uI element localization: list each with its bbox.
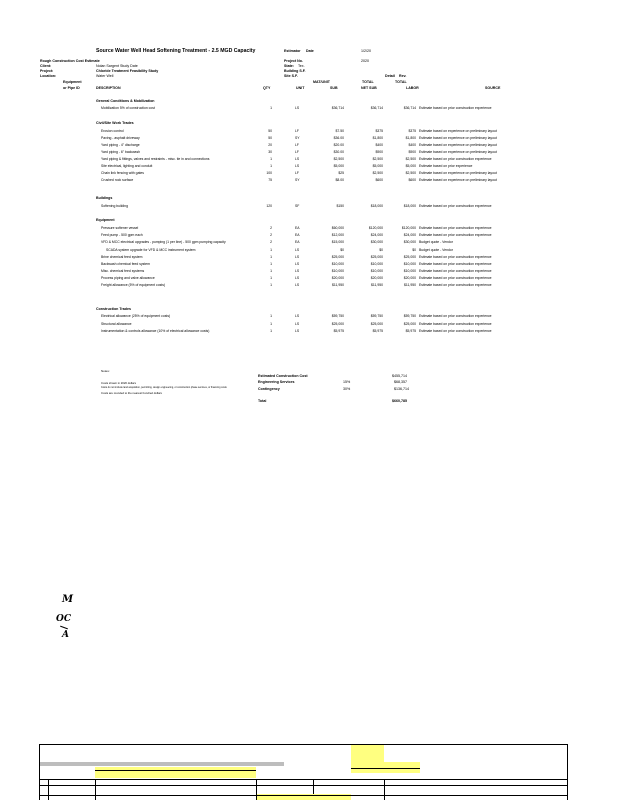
col-qty: QTY xyxy=(263,86,271,90)
contingency-value: $136,714 xyxy=(394,387,409,391)
row-source: Estimate based on experience on preliminary layout xyxy=(419,178,497,182)
row-description: Electrical allowance (25% of equipment costs) xyxy=(101,314,171,318)
project-no-label: Project No. xyxy=(284,59,303,63)
row-description: Paving - asphalt driveway xyxy=(101,136,140,140)
table-row xyxy=(0,276,618,281)
row-net-sub: $2,500 xyxy=(372,171,383,175)
row-labor: $375 xyxy=(408,129,416,133)
row-labor: $2,500 xyxy=(405,171,416,175)
row-labor: $59,750 xyxy=(403,314,416,318)
row-qty: 1 xyxy=(270,106,272,110)
col-or-pipe: or Pipe ID xyxy=(63,86,80,90)
total-value: $660,785 xyxy=(392,399,407,403)
row-sub: $36,714 xyxy=(331,106,344,110)
row-description: Yard piping & fittings, valves and restraints - misc. tie in and connections xyxy=(101,157,210,161)
row-sub: $5,975 xyxy=(333,329,344,333)
symbol-arrow-stroke xyxy=(60,626,68,630)
row-unit: LS xyxy=(295,255,300,259)
row-source: Budget quote - Vendor xyxy=(419,240,453,244)
row-unit: EA xyxy=(295,226,300,230)
table-row xyxy=(0,269,618,274)
row-description: Chain link fencing with gates xyxy=(101,171,144,175)
row-labor: $18,000 xyxy=(403,204,416,208)
row-qty: 1 xyxy=(270,248,272,252)
notes-label: Notes: xyxy=(101,369,110,373)
row-net-sub: $10,000 xyxy=(370,262,383,266)
row-labor: $5,000 xyxy=(405,164,416,168)
row-qty: 20 xyxy=(268,143,272,147)
note-line: Costs do not include land acquisition, permitting, design engineering, or construction phase services, or financing costs xyxy=(101,386,227,389)
row-net-sub: $600 xyxy=(375,178,383,182)
row-labor: $900 xyxy=(408,150,416,154)
row-source: Estimate based on experience on preliminary layout xyxy=(419,150,497,154)
row-labor: $600 xyxy=(408,178,416,182)
row-source: Estimate based on prior construction experience xyxy=(419,314,492,318)
row-description: Yard piping - 6" backwash xyxy=(101,150,141,154)
symbol-a: A xyxy=(62,630,69,640)
row-unit: LS xyxy=(295,248,300,252)
row-description: Backwash chemical feed system xyxy=(101,262,150,266)
row-source: Estimate based on prior construction experience xyxy=(419,262,492,266)
row-net-sub: $25,000 xyxy=(370,255,383,259)
date-value: 1/2/20 xyxy=(361,49,371,53)
rough-estimate-label: Rough Construction Cost Estimate xyxy=(40,59,100,63)
table-row xyxy=(0,240,618,245)
row-labor: $10,000 xyxy=(403,269,416,273)
table-row xyxy=(0,136,618,141)
row-qty: 1 xyxy=(270,164,272,168)
row-labor: $30,000 xyxy=(403,240,416,244)
state-value: Tex. xyxy=(298,64,305,68)
section-heading: Buildings xyxy=(96,196,113,200)
symbol-m: M xyxy=(62,594,74,605)
row-sub: $8.00 xyxy=(335,178,344,182)
building-sf-label: Building S.F. xyxy=(284,69,306,73)
row-sub: $60,000 xyxy=(331,226,344,230)
row-description: Freight allowance (5% of equipment costs) xyxy=(101,283,166,287)
row-net-sub: $900 xyxy=(375,150,383,154)
row-border xyxy=(39,785,568,786)
location-value: Water Well xyxy=(96,74,114,78)
row-source: Estimate based on prior construction experience xyxy=(419,255,492,259)
row-unit: LS xyxy=(295,314,300,318)
col-mat-unit: MAT/UNIT xyxy=(313,80,330,84)
row-sub: $25 xyxy=(338,171,344,175)
row-description: VFD & MCC electrical upgrades - pumping (1 per line) - 500 gpm pumping capacity xyxy=(101,240,226,244)
row-qty: 120 xyxy=(266,204,272,208)
row-net-sub: $1,800 xyxy=(372,136,383,140)
col-equipment: Equipment xyxy=(63,80,82,84)
section-heading: Equipment xyxy=(96,218,115,222)
row-qty: 50 xyxy=(268,136,272,140)
rev-label: Rev. xyxy=(399,74,407,78)
row-net-sub: $375 xyxy=(375,129,383,133)
row-sub: $12,000 xyxy=(331,233,344,237)
engineering-value: $68,357 xyxy=(394,380,407,384)
table-row xyxy=(0,329,618,334)
project-label: Project: xyxy=(40,69,54,73)
row-qty: 2 xyxy=(270,226,272,230)
row-unit: SY xyxy=(295,136,300,140)
row-qty: 1 xyxy=(270,329,272,333)
site-sf-label: Site S.F. xyxy=(284,74,298,78)
col-source: SOURCE xyxy=(485,86,501,90)
row-sub: $10,000 xyxy=(331,269,344,273)
row-sub: $10,000 xyxy=(331,262,344,266)
row-net-sub: $59,750 xyxy=(370,314,383,318)
row-unit: EA xyxy=(295,240,300,244)
row-description: Erosion control xyxy=(101,129,124,133)
row-sub: $2,500 xyxy=(333,157,344,161)
section-heading: Construction Trades xyxy=(96,307,131,311)
row-net-sub: $400 xyxy=(375,143,383,147)
row-qty: 1 xyxy=(270,314,272,318)
row-sub: $7.50 xyxy=(335,129,344,133)
contingency-label: Contingency xyxy=(258,387,280,391)
date-label: Date xyxy=(306,49,314,53)
row-description: Brine chemical feed system xyxy=(101,255,143,259)
row-qty: 1 xyxy=(270,322,272,326)
row-net-sub: $2,500 xyxy=(372,157,383,161)
table-row xyxy=(0,283,618,288)
row-unit: LS xyxy=(295,164,300,168)
symbol-oc: OC xyxy=(56,614,72,624)
col-sub: SUB xyxy=(330,86,338,90)
row-unit: LS xyxy=(295,106,300,110)
row-labor: $5,975 xyxy=(405,329,416,333)
row-net-sub: $120,000 xyxy=(368,226,383,230)
row-net-sub: $0 xyxy=(379,248,383,252)
table-row xyxy=(0,143,618,148)
row-sub: $11,950 xyxy=(331,283,344,287)
column-border xyxy=(95,779,96,800)
row-sub: $59,750 xyxy=(331,314,344,318)
row-qty: 100 xyxy=(266,171,272,175)
engineering-pct: 15% xyxy=(343,380,351,384)
gray-fill-bar xyxy=(40,762,284,766)
row-unit: LS xyxy=(295,329,300,333)
row-sub: $150 xyxy=(336,204,344,208)
row-source: Estimate based on prior construction experience xyxy=(419,157,492,161)
row-source: Estimate based on experience on preliminary layout xyxy=(419,136,497,140)
row-source: Estimate based on experience on preliminary layout xyxy=(419,129,497,133)
row-qty: 1 xyxy=(270,262,272,266)
row-unit: SY xyxy=(295,178,300,182)
row-labor: $10,000 xyxy=(403,262,416,266)
table-row xyxy=(0,157,618,162)
row-sub: $20,000 xyxy=(331,276,344,280)
client-label: Client: xyxy=(40,64,52,68)
col-labor: LABOR xyxy=(406,86,419,90)
column-border xyxy=(384,779,385,800)
row-labor: $24,000 xyxy=(403,233,416,237)
col-unit: UNIT xyxy=(296,86,305,90)
row-net-sub: $10,000 xyxy=(370,269,383,273)
project-no-value: 2020 xyxy=(361,59,369,63)
row-qty: 50 xyxy=(268,129,272,133)
sheet-title: Source Water Well Head Softening Treatment - 2.5 MGD Capacity xyxy=(96,48,256,54)
row-unit: LS xyxy=(295,322,300,326)
row-unit: LF xyxy=(295,171,299,175)
row-unit: LF xyxy=(295,150,299,154)
row-net-sub: $30,000 xyxy=(370,240,383,244)
section-heading: Civil/Site Work Trades xyxy=(96,121,134,125)
col-net-sub: NET SUB xyxy=(361,86,377,90)
row-unit: SF xyxy=(295,204,300,208)
row-sub: $25,000 xyxy=(331,322,344,326)
row-source: Estimate based on prior construction experience xyxy=(419,329,492,333)
row-qty: 1 xyxy=(270,269,272,273)
section-heading: General Conditions & Mobilization xyxy=(96,99,155,103)
row-labor: $400 xyxy=(408,143,416,147)
state-label: State: xyxy=(284,64,294,68)
table-row xyxy=(0,322,618,327)
row-description: Site electrical, lighting and conduit xyxy=(101,164,153,168)
table-row xyxy=(0,129,618,134)
col-total: TOTAL xyxy=(362,80,374,84)
row-unit: LS xyxy=(295,157,300,161)
row-description: Instrumentation & controls allowance (10% of electrical allowance costs) xyxy=(101,329,210,333)
row-border xyxy=(39,779,568,780)
estimated-cost-value: $455,714 xyxy=(392,374,407,378)
row-source: Estimate based on experience on preliminary layout xyxy=(419,143,497,147)
row-labor: $25,000 xyxy=(403,322,416,326)
row-description: Process piping and valve allowance xyxy=(101,276,155,280)
contingency-pct: 30% xyxy=(343,387,351,391)
client-line: Nolan Sargent Study Date xyxy=(96,64,138,68)
row-description: SCADA system upgrade for VFD & MCC instrument system xyxy=(106,248,196,252)
row-source: Budget quote - Vendor xyxy=(419,248,453,252)
location-label: Location: xyxy=(40,74,57,78)
row-net-sub: $11,950 xyxy=(370,283,383,287)
table-row xyxy=(0,171,618,176)
table-row xyxy=(0,248,618,253)
row-sub: $0 xyxy=(340,248,344,252)
row-net-sub: $36,714 xyxy=(370,106,383,110)
row-sub: $36.00 xyxy=(333,136,344,140)
row-source: Estimate based on prior experience xyxy=(419,164,473,168)
note-line: Costs are rounded to the nearest hundred dollars xyxy=(101,391,162,395)
row-labor: $0 xyxy=(412,248,416,252)
row-net-sub: $24,000 xyxy=(370,233,383,237)
table-row xyxy=(0,233,618,238)
row-description: Yard piping - 4" discharge xyxy=(101,143,140,147)
row-description: Feed pump - 500 gpm each xyxy=(101,233,143,237)
table-row xyxy=(0,204,618,209)
row-sub: $30.00 xyxy=(333,150,344,154)
cell-rule xyxy=(95,770,256,771)
row-description: Crushed rock surface xyxy=(101,178,134,182)
row-net-sub: $25,000 xyxy=(370,322,383,326)
row-labor: $25,000 xyxy=(403,255,416,259)
estimated-cost-label: Estimated Construction Cost xyxy=(258,374,308,378)
row-source: Estimate based on experience on preliminary layout xyxy=(419,171,497,175)
row-border xyxy=(39,795,568,796)
row-sub: $15,000 xyxy=(331,240,344,244)
row-description: Softening building xyxy=(101,204,128,208)
row-qty: 75 xyxy=(268,178,272,182)
row-qty: 2 xyxy=(270,240,272,244)
table-row xyxy=(0,255,618,260)
col-total2: TOTAL xyxy=(395,80,407,84)
column-border xyxy=(48,779,49,800)
row-labor: $2,500 xyxy=(405,157,416,161)
row-net-sub: $18,000 xyxy=(370,204,383,208)
row-unit: LS xyxy=(295,276,300,280)
estimator-label: Estimator xyxy=(284,49,301,53)
col-description: DESCRIPTION xyxy=(96,86,121,90)
row-sub: $20.00 xyxy=(333,143,344,147)
row-qty: 2 xyxy=(270,233,272,237)
row-labor: $36,714 xyxy=(403,106,416,110)
row-source: Estimate based on prior construction experience xyxy=(419,106,492,110)
row-net-sub: $5,000 xyxy=(372,164,383,168)
row-description: Pressure softener vessel xyxy=(101,226,139,230)
row-unit: LS xyxy=(295,269,300,273)
row-source: Estimate based on prior construction experience xyxy=(419,204,492,208)
table-row xyxy=(0,164,618,169)
row-source: Estimate based on prior construction experience xyxy=(419,269,492,273)
total-label: Total xyxy=(258,399,267,403)
table-row xyxy=(0,106,618,111)
row-unit: EA xyxy=(295,233,300,237)
row-qty: 1 xyxy=(270,255,272,259)
row-description: Structural allowance xyxy=(101,322,132,326)
row-description: Misc. chemical feed systems xyxy=(101,269,145,273)
row-labor: $1,800 xyxy=(405,136,416,140)
table-row xyxy=(0,262,618,267)
engineering-label: Engineering Services xyxy=(258,380,295,384)
highlight-cell xyxy=(95,767,256,778)
row-sub: $25,000 xyxy=(331,255,344,259)
row-labor: $20,000 xyxy=(403,276,416,280)
row-source: Estimate based on prior construction experience xyxy=(419,226,492,230)
detail-label: Detail xyxy=(385,74,395,78)
table-row xyxy=(0,150,618,155)
project-value: Chloride Treatment Feasibility Study xyxy=(96,69,159,73)
row-unit: LS xyxy=(295,283,300,287)
row-labor: $11,950 xyxy=(403,283,416,287)
row-unit: LF xyxy=(295,143,299,147)
table-row xyxy=(0,226,618,231)
row-unit: LS xyxy=(295,262,300,266)
row-qty: 1 xyxy=(270,157,272,161)
row-unit: LF xyxy=(295,129,299,133)
row-sub: $5,000 xyxy=(333,164,344,168)
row-net-sub: $20,000 xyxy=(370,276,383,280)
row-qty: 1 xyxy=(270,276,272,280)
note-line: Costs shown in 2020 dollars xyxy=(101,381,136,385)
row-labor: $120,000 xyxy=(401,226,416,230)
table-row xyxy=(0,314,618,319)
highlight-cell xyxy=(351,745,384,762)
row-source: Estimate based on prior construction experience xyxy=(419,276,492,280)
row-qty: 1 xyxy=(270,283,272,287)
row-source: Estimate based on prior construction experience xyxy=(419,283,492,287)
table-row xyxy=(0,178,618,183)
row-net-sub: $5,975 xyxy=(372,329,383,333)
row-source: Estimate based on prior construction experience xyxy=(419,233,492,237)
row-source: Estimate based on prior construction experience xyxy=(419,322,492,326)
cell-rule xyxy=(351,768,420,769)
row-qty: 30 xyxy=(268,150,272,154)
row-description: Mobilization 5% of construction cost xyxy=(101,106,155,110)
